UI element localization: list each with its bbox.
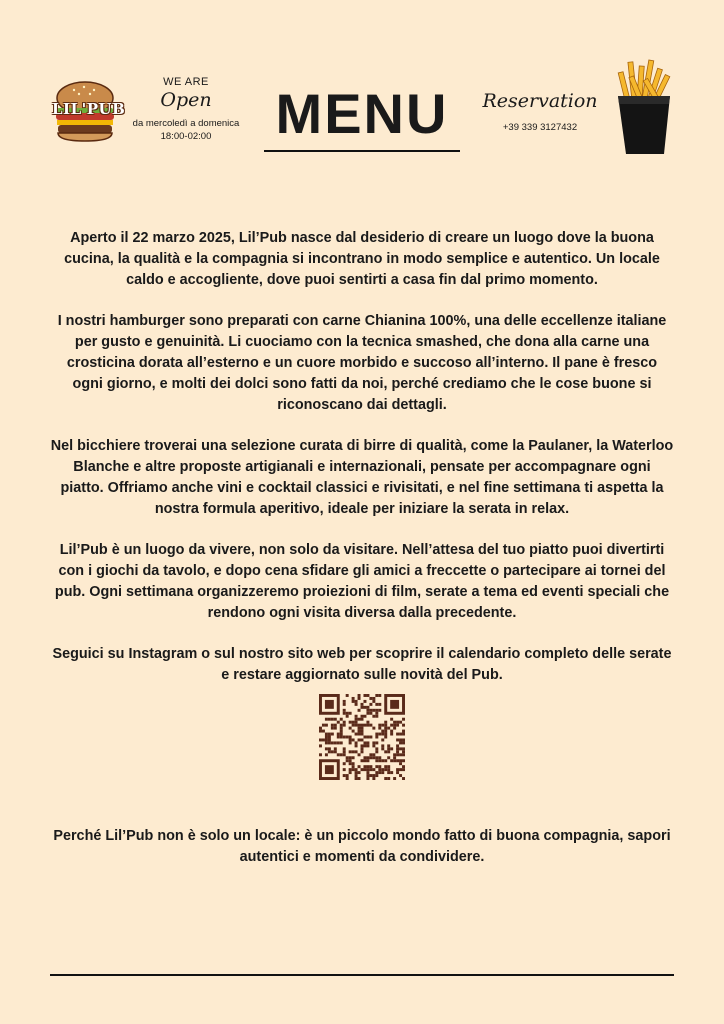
qr-code-icon[interactable] [319, 694, 405, 780]
paragraph-intro: Aperto il 22 marzo 2025, Lil’Pub nasce dal desiderio di creare un luogo dove la buona cucina, la qualità e la compagnia si incontrano in modo semplice e autentico. Un locale caldo e accogliente, dove puoi sentirti a casa fin dal primo momento. [64, 230, 660, 288]
paragraph-burgers: I nostri hamburger sono preparati con carne Chianina 100%, una delle eccellenze italiane per gusto e genuinità. Li cuociamo con la tecnica smashed, che dona alla carne una crosticina dorata all’esterno e un cuore morbido e succoso all’interno. Il pane è fresco ogni giorno, e molti dei dolci sono fatti da noi, perché crediamo che le cose buone si riconoscano dai dettagli. [57, 313, 667, 413]
lilpub-logo [52, 78, 126, 144]
opening-days: da mercoledì a domenica [132, 118, 240, 129]
we-are-label: WE ARE [163, 76, 209, 88]
title-underline [264, 150, 460, 152]
menu-header [0, 0, 724, 170]
logo-text: LIL'PUB [52, 100, 126, 118]
reservation-info [478, 90, 602, 133]
reservation-phone[interactable]: +39 339 3127432 [502, 122, 578, 133]
reservation-label: Reservation [482, 90, 598, 112]
page-title: MENU [275, 82, 449, 145]
menu-body [50, 228, 674, 888]
open-label: Open [160, 89, 212, 111]
paragraph-closing: Perché Lil’Pub non è solo un locale: è un piccolo mondo fatto di buona compagnia, sapori autentici e momenti da condividere. [53, 828, 671, 865]
fries-icon [612, 58, 676, 156]
paragraph-drinks: Nel bicchiere troverai una selezione curata di birre di qualità, come la Paulaner, la Waterloo Blanche e altre proposte artigianali e internazionali, pensate per accompagnare ogni piatto. Offriamo anche vini e cocktail classici e rivisitati, e nel fine settimana ti aspetta la nostra formula aperitivo, ideale per iniziare la serata in relax. [50, 438, 674, 517]
paragraph-social: Seguici su Instagram o sul nostro sito web per scoprire il calendario completo delle serate e restare aggiornato sulle novità del Pub. [52, 646, 672, 683]
bottom-divider [50, 974, 674, 976]
opening-hours: 18:00-02:00 [160, 131, 212, 142]
paragraph-activities: Lil’Pub è un luogo da vivere, non solo da visitare. Nell’attesa del tuo piatto puoi divertirti con i giochi da tavolo, e dopo cena sfidare gli amici a freccette o partecipare ai tornei del pub. Ogni settimana organizzeremo proiezioni di film, serate a tema ed eventi speciali che rendono ogni visita diversa dalla precedente. [54, 542, 670, 621]
opening-info [120, 76, 252, 143]
